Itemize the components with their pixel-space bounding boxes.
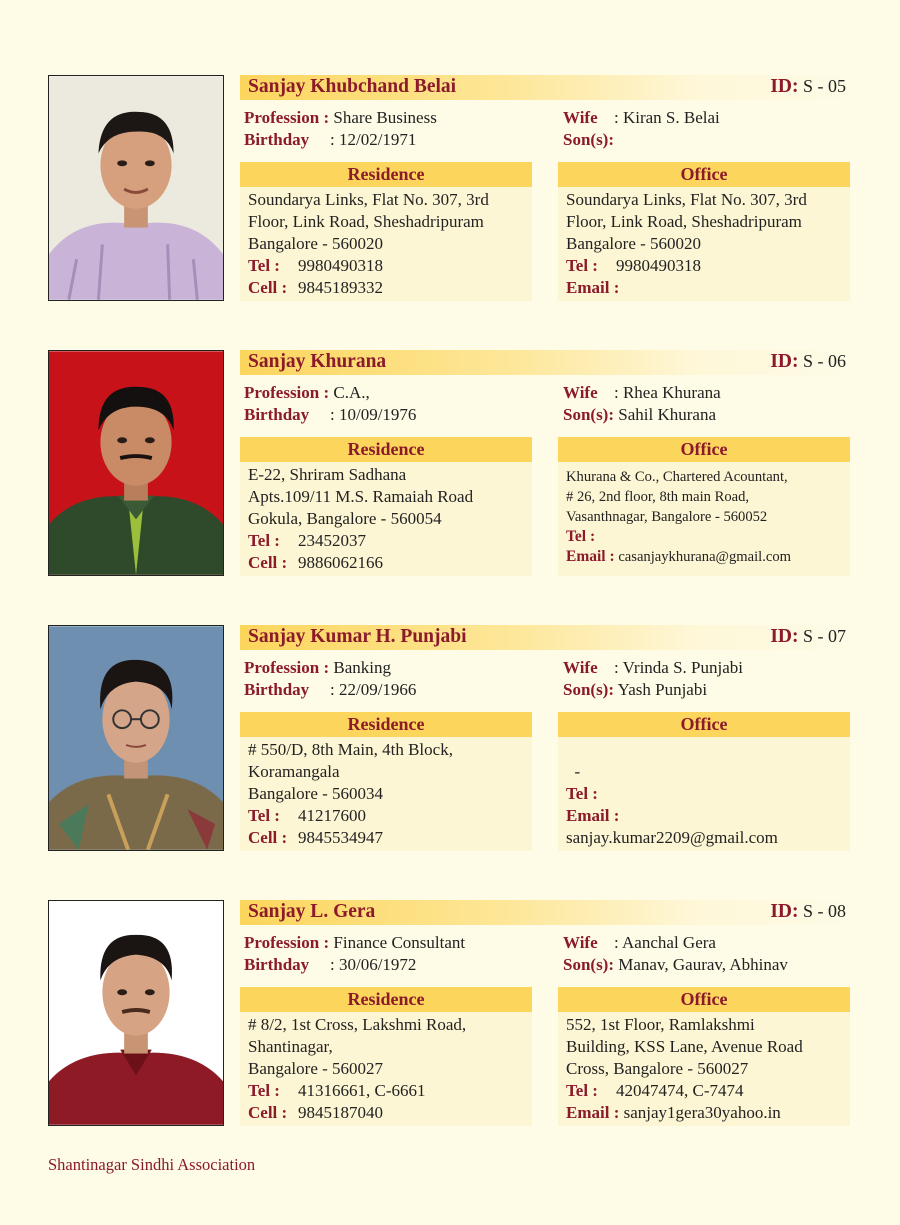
wife-label: Wife	[563, 658, 598, 677]
id-value: S - 08	[802, 901, 846, 921]
profession-label: Profession :	[244, 933, 330, 952]
office-title: Office	[558, 987, 850, 1012]
wife-label: Wife	[563, 108, 598, 127]
profession-value: Finance Consultant	[333, 933, 466, 952]
office-title: Office	[558, 437, 850, 462]
address-line: E-22, Shriram Sadhana	[248, 465, 407, 484]
tel-label: Tel :	[566, 1081, 598, 1100]
cell-label: Cell :	[248, 828, 288, 847]
cell-value: 9845534947	[298, 828, 383, 847]
office-title: Office	[558, 162, 850, 187]
residence-title: Residence	[240, 987, 532, 1012]
tel-value: 9980490318	[616, 256, 701, 275]
office-panel	[558, 712, 850, 851]
name-bar	[240, 900, 850, 925]
member-photo	[48, 75, 224, 301]
office-title: Office	[558, 712, 850, 737]
member-name: Sanjay L. Gera	[248, 901, 376, 922]
address-line: Bangalore - 560034	[248, 784, 384, 803]
profession-label: Profession :	[244, 658, 330, 677]
office-panel	[558, 162, 850, 301]
address-line: Cross, Bangalore - 560027	[566, 1059, 749, 1078]
email-label: Email :	[566, 278, 620, 297]
address-line: Bangalore - 560020	[566, 234, 702, 253]
member-name: Sanjay Kumar H. Punjabi	[248, 626, 467, 647]
family-block	[563, 107, 720, 151]
wife-value: : Vrinda S. Punjabi	[614, 658, 744, 677]
profession-value: Banking	[333, 658, 392, 677]
sons-value: Yash Punjabi	[617, 680, 708, 699]
tel-label: Tel :	[566, 256, 598, 275]
residence-panel	[240, 437, 532, 576]
wife-value: : Aanchal Gera	[614, 933, 716, 952]
cell-value: 9886062166	[298, 553, 383, 572]
wife-value: : Kiran S. Belai	[614, 108, 720, 127]
address-line: Building, KSS Lane, Avenue Road	[566, 1037, 803, 1056]
member-entry	[0, 75, 900, 303]
birthday-value: : 10/09/1976	[330, 405, 417, 424]
tel-label: Tel :	[248, 531, 280, 550]
sons-label: Son(s):	[563, 405, 615, 424]
profession-block	[244, 382, 416, 426]
email-value: casanjaykhurana@gmail.com	[618, 549, 792, 565]
tel-label: Tel :	[248, 806, 280, 825]
name-bar	[240, 75, 850, 100]
sons-label: Son(s):	[563, 955, 615, 974]
member-entry	[0, 625, 900, 853]
tel-value: 41316661, C-6661	[298, 1081, 426, 1100]
sons-label: Son(s):	[563, 130, 615, 149]
tel-value: 41217600	[298, 806, 366, 825]
address-line: 552, 1st Floor, Ramlakshmi	[566, 1015, 755, 1034]
email-label: Email :	[566, 548, 615, 565]
address-line: # 550/D, 8th Main, 4th Block,	[248, 740, 453, 759]
residence-title: Residence	[240, 162, 532, 187]
id-label: ID:	[770, 901, 799, 922]
portrait-image	[49, 626, 223, 850]
birthday-value: : 22/09/1966	[330, 680, 417, 699]
name-bar	[240, 350, 850, 375]
member-entry	[0, 350, 900, 578]
profession-value: Share Business	[333, 108, 437, 127]
name-bar	[240, 625, 850, 650]
tel-value: 9980490318	[298, 256, 383, 275]
cell-value: 9845187040	[298, 1103, 383, 1122]
residence-panel	[240, 712, 532, 851]
address-line: Khurana & Co., Chartered Acountant,	[566, 469, 788, 485]
email-value: sanjay.kumar2209@gmail.com	[566, 828, 778, 847]
wife-label: Wife	[563, 933, 598, 952]
id-label: ID:	[770, 76, 799, 97]
id-value: S - 05	[802, 76, 846, 96]
residence-panel	[240, 162, 532, 301]
portrait-image	[49, 351, 223, 575]
family-block	[563, 382, 721, 426]
office-panel	[558, 437, 850, 576]
cell-label: Cell :	[248, 1103, 288, 1122]
profession-block	[244, 657, 416, 701]
member-name: Sanjay Khubchand Belai	[248, 76, 457, 97]
cell-label: Cell :	[248, 278, 288, 297]
birthday-label: Birthday	[244, 680, 310, 699]
birthday-label: Birthday	[244, 130, 310, 149]
sons-label: Son(s):	[563, 680, 615, 699]
email-label: Email :	[566, 806, 620, 825]
address-line: Bangalore - 560027	[248, 1059, 384, 1078]
email-value: sanjay1gera30yahoo.in	[623, 1103, 781, 1122]
tel-label: Tel :	[248, 256, 280, 275]
address-line: # 8/2, 1st Cross, Lakshmi Road,	[248, 1015, 467, 1034]
tel-label: Tel :	[248, 1081, 280, 1100]
address-line: Shantinagar,	[248, 1037, 333, 1056]
email-label: Email :	[566, 1103, 620, 1122]
address-line: Vasanthnagar, Bangalore - 560052	[566, 509, 768, 525]
address-line: -	[566, 762, 581, 781]
member-photo	[48, 350, 224, 576]
member-id	[770, 901, 846, 923]
id-label: ID:	[770, 626, 799, 647]
address-line	[566, 739, 850, 761]
birthday-label: Birthday	[244, 405, 310, 424]
member-id	[770, 76, 846, 98]
profession-label: Profession :	[244, 383, 330, 402]
address-line: Soundarya Links, Flat No. 307, 3rd	[248, 190, 489, 209]
tel-value: 42047474, C-7474	[616, 1081, 744, 1100]
id-value: S - 07	[802, 626, 846, 646]
member-photo	[48, 625, 224, 851]
member-name: Sanjay Khurana	[248, 351, 387, 372]
tel-label: Tel :	[566, 528, 596, 545]
address-line: # 26, 2nd floor, 8th main Road,	[566, 489, 750, 505]
family-block	[563, 932, 788, 976]
birthday-value: : 30/06/1972	[330, 955, 417, 974]
residence-title: Residence	[240, 437, 532, 462]
address-line: Apts.109/11 M.S. Ramaiah Road	[248, 487, 474, 506]
office-panel	[558, 987, 850, 1126]
tel-value: 23452037	[298, 531, 366, 550]
address-line: Floor, Link Road, Sheshadripuram	[566, 212, 802, 231]
wife-value: : Rhea Khurana	[614, 383, 721, 402]
member-photo	[48, 900, 224, 1126]
wife-label: Wife	[563, 383, 598, 402]
cell-label: Cell :	[248, 553, 288, 572]
id-label: ID:	[770, 351, 799, 372]
member-id	[770, 351, 846, 373]
profession-label: Profession :	[244, 108, 330, 127]
residence-title: Residence	[240, 712, 532, 737]
address-line: Bangalore - 560020	[248, 234, 384, 253]
address-line: Koramangala	[248, 762, 340, 781]
sons-value: Sahil Khurana	[618, 405, 716, 424]
address-line: Floor, Link Road, Sheshadripuram	[248, 212, 484, 231]
residence-panel	[240, 987, 532, 1126]
id-value: S - 06	[802, 351, 846, 371]
profession-block	[244, 932, 465, 976]
member-id	[770, 626, 846, 648]
portrait-image	[49, 901, 223, 1125]
address-line: Gokula, Bangalore - 560054	[248, 509, 442, 528]
profession-block	[244, 107, 437, 151]
cell-value: 9845189332	[298, 278, 383, 297]
sons-value: Manav, Gaurav, Abhinav	[618, 955, 788, 974]
family-block	[563, 657, 743, 701]
address-line: Soundarya Links, Flat No. 307, 3rd	[566, 190, 807, 209]
birthday-value: : 12/02/1971	[330, 130, 417, 149]
footer-association-name: Shantinagar Sindhi Association	[48, 1155, 256, 1174]
portrait-image	[49, 76, 223, 300]
tel-label: Tel :	[566, 784, 598, 803]
profession-value: C.A.,	[333, 383, 370, 402]
birthday-label: Birthday	[244, 955, 310, 974]
member-entry	[0, 900, 900, 1128]
